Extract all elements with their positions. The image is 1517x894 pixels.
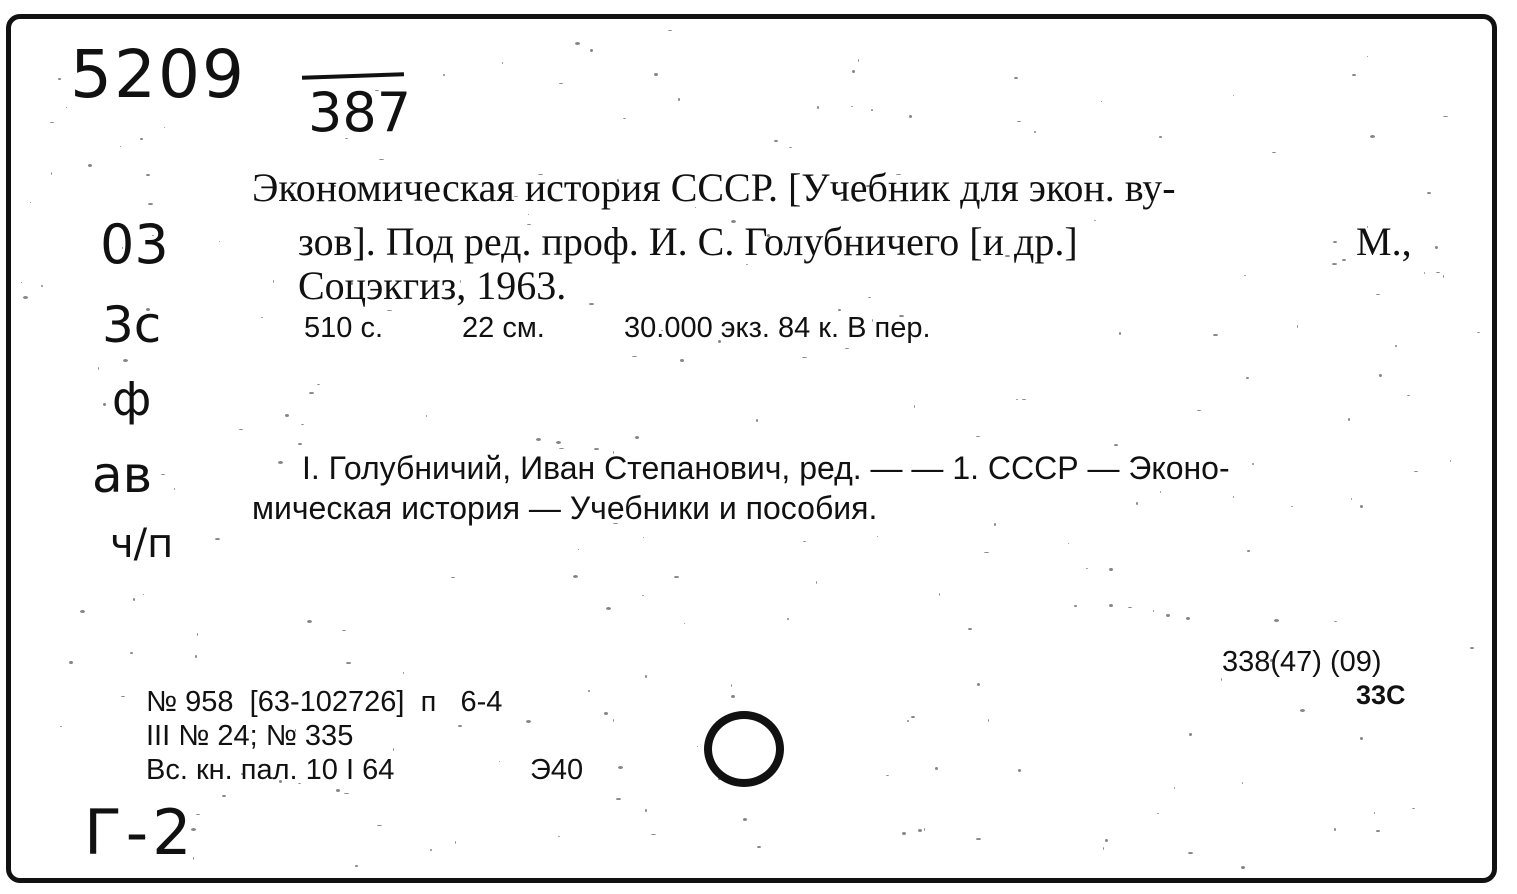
noise-speckle — [146, 174, 150, 176]
noise-speckle — [1367, 56, 1368, 57]
author-mark: 33С — [1356, 680, 1406, 710]
margin-note-1: 03 — [100, 213, 169, 276]
punch-hole — [704, 711, 784, 787]
noise-speckle — [1300, 709, 1305, 712]
noise-speckle — [1160, 491, 1161, 493]
noise-speckle — [298, 443, 302, 445]
noise-speckle — [285, 414, 289, 417]
noise-speckle — [342, 630, 346, 631]
physical-size: 22 см. — [462, 312, 545, 344]
noise-speckle — [121, 696, 125, 697]
tracing-line-1: I. Голубничий, Иван Степанович, ред. — — 1. СССР — Эконо- — [302, 450, 1230, 486]
entry-title-line-1: Экономическая история СССР. [Учебник для экон. ву- — [252, 165, 1176, 210]
noise-speckle — [1395, 345, 1397, 347]
noise-speckle — [802, 357, 807, 358]
noise-speckle — [1427, 192, 1431, 194]
noise-speckle — [697, 746, 698, 747]
imprint-line-3-right: Э40 — [530, 754, 584, 786]
noise-speckle — [60, 726, 62, 727]
noise-speckle — [1272, 152, 1276, 153]
noise-speckle — [1119, 332, 1121, 335]
call-number-bottom: 387 — [308, 81, 412, 144]
noise-speckle — [645, 675, 647, 678]
noise-speckle — [502, 62, 503, 64]
noise-speckle — [143, 594, 144, 595]
noise-speckle — [379, 159, 384, 160]
imprint-line-2: III № 24; № 335 — [146, 720, 354, 752]
noise-speckle — [1014, 77, 1018, 79]
noise-speckle — [69, 661, 73, 664]
noise-speckle — [261, 317, 263, 318]
noise-speckle — [1188, 852, 1193, 854]
noise-speckle — [787, 618, 789, 620]
noise-speckle — [430, 849, 432, 851]
noise-speckle — [743, 818, 747, 821]
noise-speckle — [344, 793, 349, 794]
imprint-line-1: № 958 [63-102726] п 6-4 — [146, 686, 503, 718]
noise-speckle — [642, 595, 644, 596]
noise-speckle — [852, 70, 855, 73]
noise-speckle — [50, 122, 54, 123]
noise-speckle — [994, 523, 996, 526]
noise-speckle — [1351, 498, 1352, 500]
noise-speckle — [1017, 121, 1021, 122]
noise-speckle — [618, 766, 623, 769]
noise-speckle — [559, 83, 563, 84]
noise-speckle — [1233, 95, 1234, 96]
noise-speckle — [196, 814, 200, 815]
noise-speckle — [871, 109, 873, 111]
noise-speckle — [1348, 418, 1350, 421]
noise-speckle — [309, 392, 314, 394]
noise-speckle — [80, 610, 85, 613]
noise-speckle — [426, 415, 427, 417]
noise-speckle — [668, 30, 672, 31]
tracing-line-2: мическая история — Учебники и пособия. — [252, 490, 878, 526]
noise-speckle — [1074, 605, 1077, 607]
entry-title-line-2: зов]. Под ред. проф. И. С. Голубничего [и др.] — [298, 219, 1078, 264]
noise-speckle — [1186, 617, 1190, 620]
noise-speckle — [558, 836, 560, 837]
noise-speckle — [120, 146, 121, 147]
margin-note-4: ав — [92, 446, 153, 504]
noise-speckle — [1443, 116, 1448, 117]
noise-speckle — [1436, 272, 1440, 273]
noise-speckle — [1103, 847, 1104, 850]
physical-print-run: 30.000 экз. 84 к. В пер. — [624, 312, 931, 344]
noise-speckle — [164, 127, 165, 128]
entry-title-line-2-place: М., — [1356, 219, 1412, 264]
noise-speckle — [1189, 733, 1192, 736]
noise-speckle — [573, 575, 578, 578]
noise-speckle — [651, 834, 656, 835]
noise-speckle — [499, 761, 500, 762]
noise-speckle — [1450, 460, 1451, 462]
margin-note-3: ф — [112, 372, 152, 426]
entry-title-line-3: Соцэкгиз, 1963. — [298, 263, 567, 308]
noise-speckle — [133, 598, 135, 601]
noise-speckle — [731, 695, 735, 698]
noise-speckle — [977, 683, 980, 686]
noise-speckle — [197, 633, 198, 636]
noise-speckle — [774, 140, 778, 142]
noise-speckle — [1109, 568, 1113, 571]
bottom-left-mark: Г-2 — [84, 796, 196, 869]
noise-speckle — [589, 303, 594, 305]
noise-speckle — [30, 202, 31, 203]
noise-speckle — [1109, 604, 1113, 607]
noise-speckle — [23, 296, 28, 299]
udc-number: 338(47) (09) — [1222, 646, 1382, 678]
margin-note-2: 3c — [102, 296, 162, 354]
noise-speckle — [556, 441, 561, 444]
noise-speckle — [1221, 678, 1222, 681]
noise-speckle — [623, 118, 626, 119]
noise-speckle — [98, 367, 99, 370]
noise-speckle — [273, 280, 274, 283]
noise-speckle — [1034, 131, 1036, 133]
noise-speckle — [1159, 136, 1162, 138]
noise-speckle — [1342, 259, 1346, 261]
noise-speckle — [528, 214, 529, 215]
noise-speckle — [377, 825, 382, 826]
noise-speckle — [645, 809, 647, 812]
noise-speckle — [858, 59, 859, 62]
noise-speckle — [1374, 812, 1375, 814]
noise-speckle — [1241, 866, 1245, 869]
noise-speckle — [1424, 272, 1425, 274]
noise-speckle — [140, 138, 143, 140]
physical-pages: 510 с. — [304, 312, 383, 344]
noise-speckle — [1333, 241, 1337, 243]
noise-speckle — [914, 405, 915, 408]
noise-speckle — [604, 712, 608, 715]
noise-speckle — [1246, 377, 1249, 379]
noise-speckle — [41, 285, 43, 287]
noise-speckle — [1334, 828, 1336, 831]
noise-speckle — [1018, 769, 1021, 772]
noise-speckle — [148, 203, 153, 205]
margin-note-5: ч/п — [110, 521, 174, 567]
noise-speckle — [1332, 263, 1337, 265]
call-number-top: 5209 — [70, 36, 246, 113]
noise-speckle — [606, 607, 611, 610]
noise-speckle — [918, 829, 922, 832]
imprint-line-3-left: Вс. кн. пал. 10 I 64 — [146, 754, 395, 786]
noise-speckle — [1157, 813, 1159, 814]
noise-speckle — [935, 767, 938, 770]
noise-speckle — [838, 309, 841, 311]
noise-speckle — [789, 147, 792, 148]
